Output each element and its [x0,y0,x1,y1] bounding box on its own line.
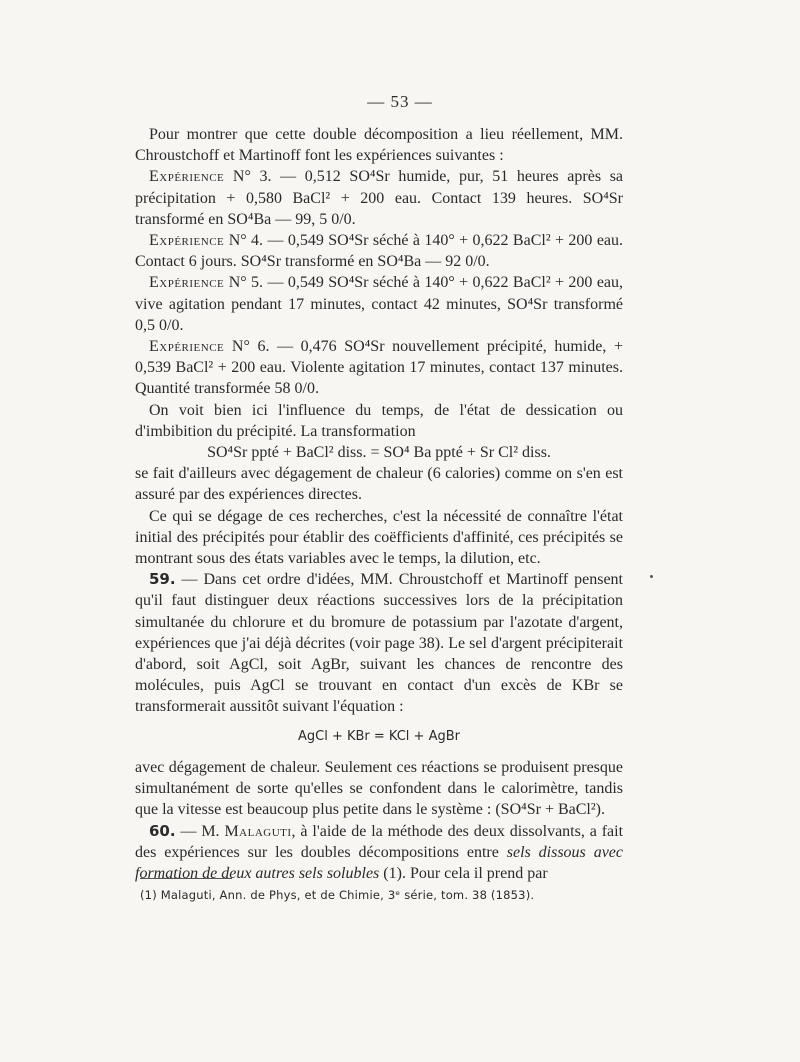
paragraph-influence: On voit bien ici l'influence du temps, de l'état de dessication ou d'imbibition du précipité. La transformation [135,401,623,440]
body-text [135,124,623,884]
experiment-text: — 0,549 SO⁴Sr séché à 140° + 0,622 BaCl² + 200 eau, vive agitation pendant 17 minutes, contact 42 minutes, SO⁴Sr transformé 0,5 0/0. [135,274,624,334]
paragraph-59 [135,569,623,717]
paragraph-conclusion: Ce qui se dégage de ces recherches, c'est la nécessité de connaître l'état initial des précipités pour établir des coëfficients d'affinité, ces précipités se montrant sous des états variables avec le temps, la dilution, etc. [135,507,623,568]
paragraph-intro: Pour montrer que cette double décomposition a lieu réellement, MM. Chroustchoff et Martinoff font les expériences suivantes : [135,126,623,165]
experiment-number: N° 3. [232,168,272,186]
experiment-text: — 0,476 SO⁴Sr nouvellement précipité, humide, + 0,539 BaCl² + 200 eau. Violente agitation 17 minutes, contact 137 minutes. Quantité transformée 58 0/0. [135,338,624,398]
experiment-label: Expérience [149,168,225,186]
formula-transformation: SO⁴Sr ppté + BaCl² diss. = SO⁴ Ba ppté + Sr Cl² diss. [207,444,551,462]
experiment-number: N° 5. [228,274,264,292]
emphasis-text: sels dissous avec formation de deux autres sels solubles [135,843,624,882]
paragraph-experiment-3 [135,166,623,230]
author-name: Malaguti [224,822,292,840]
experiment-label: Expérience [149,338,225,356]
paragraph-experiment-5 [135,272,623,336]
section-number: 59. [149,570,176,589]
page-number: — 53 — [367,92,433,111]
section-text: , à l'aide de la méthode des deux dissolvants, a fait des expériences sur les doubles décompositions entre [135,822,624,861]
section-text: (1). Pour cela il prend par [383,864,548,882]
footnote-divider [140,878,232,879]
experiment-text: — 0,549 SO⁴Sr séché à 140° + 0,622 BaCl² + 200 eau. Contact 6 jours. SO⁴Sr transformé en SO⁴Ba — 92 0/0. [135,232,624,271]
experiment-text: — 0,512 SO⁴Sr humide, pur, 51 heures après sa précipitation + 0,580 BaCl² + 200 eau. Contact 139 heures. SO⁴Sr transformé en SO⁴Ba — 99, 5 0/0. [135,168,624,228]
paragraph-60 [135,821,623,885]
formula-equation: AgCl + KBr = KCl + AgBr [297,728,460,744]
paragraph-experiment-6 [135,336,623,400]
experiment-number: N° 4. [228,232,264,250]
paragraph-experiment-4 [135,230,623,272]
section-text: — M. [180,822,220,840]
experiment-number: N° 6. [231,338,270,356]
footnote: (1) Malaguti, Ann. de Phys, et de Chimie, 3ᵉ série, tom. 38 (1853). [140,888,535,902]
experiment-label: Expérience [149,274,225,292]
paragraph-after-formula: se fait d'ailleurs avec dégagement de chaleur (6 calories) comme on s'en est assuré par des expériences directes. [135,465,623,504]
paragraph-after-equation: avec dégagement de chaleur. Seulement ces réactions se produisent presque simultanément de sorte qu'elles se confondent dans le calorimètre, tandis que la vitesse est beaucoup plus petite dans le système : (SO⁴Sr + BaCl²). [135,758,623,819]
section-number: 60. [149,821,176,840]
section-text: — Dans cet ordre d'idées, MM. Chroustchoff et Martinoff pensent qu'il faut distinguer deux réactions successives lors de la précipitation simultanée du chlorure et du bromure de potassium par l'azotate d'argent, expériences que j'ai déjà décrites (voir page 38). Le sel d'argent précipiterait d'abord, soit AgCl, soit AgBr, suivant les chances de rencontre des molécules, puis AgCl se trouvant en contact d'un excès de KBr se transformerait aussitôt suivant l'équation : [135,571,624,716]
page-speck [650,575,653,578]
experiment-label: Expérience [149,232,225,250]
